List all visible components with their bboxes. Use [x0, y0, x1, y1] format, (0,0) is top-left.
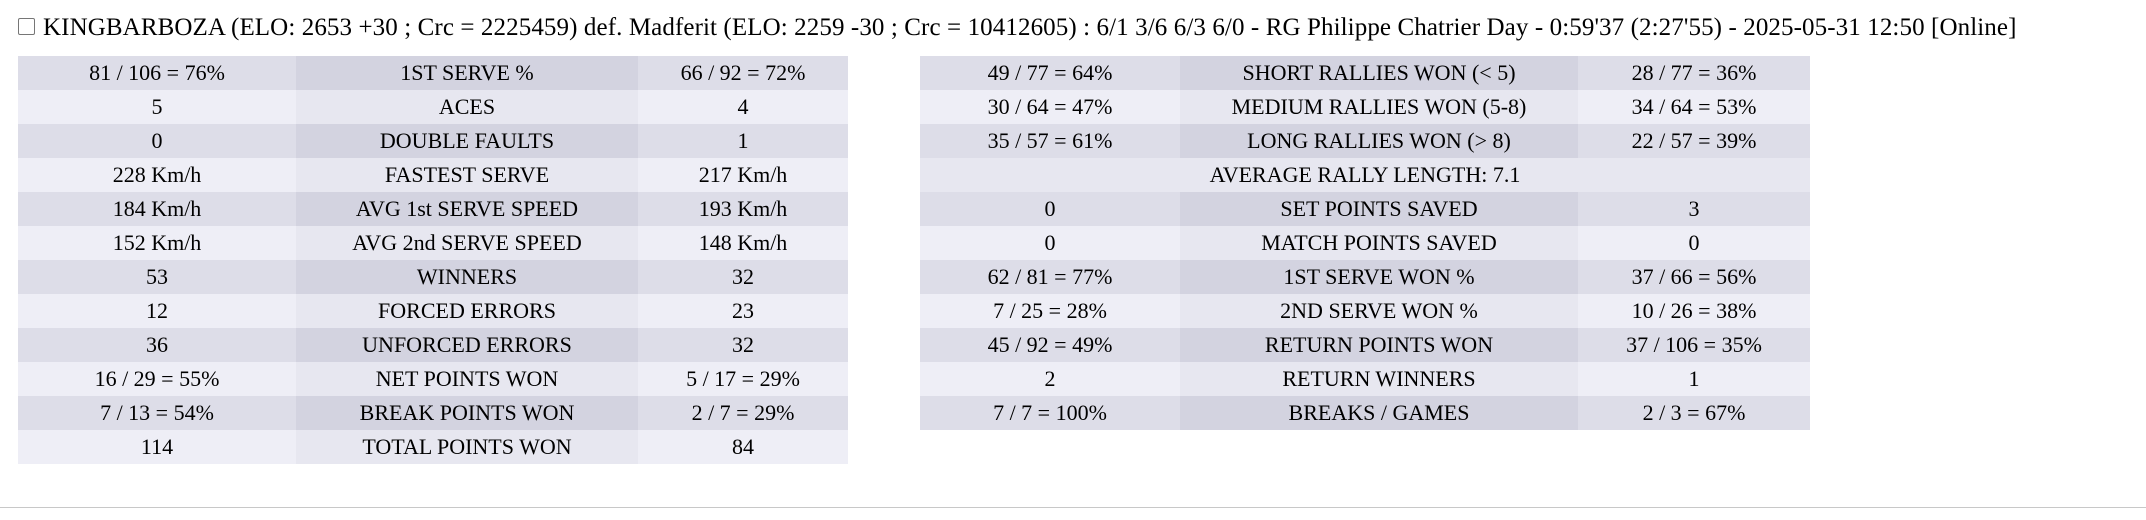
left_table-row-7-player2-value: 23 — [638, 294, 848, 328]
left_table-row-6-player2-value: 32 — [638, 260, 848, 294]
right_table-row-4-player1-value: 0 — [920, 192, 1180, 226]
table-row — [18, 192, 848, 226]
left_table-row-6-player1-value: 53 — [18, 260, 296, 294]
left_table-row-9-player2-value: 5 / 17 = 29% — [638, 362, 848, 396]
left_table-row-2-label: DOUBLE FAULTS — [296, 124, 638, 158]
table-row — [18, 226, 848, 260]
right_table-row-6-player2-value: 37 / 66 = 56% — [1578, 260, 1810, 294]
left_table-row-3-player2-value: 217 Km/h — [638, 158, 848, 192]
footer-divider — [0, 507, 2146, 508]
table-row — [18, 294, 848, 328]
left_table-row-8-player2-value: 32 — [638, 328, 848, 362]
right_table-row-6-label: 1ST SERVE WON % — [1180, 260, 1578, 294]
right_table-row-10-label: BREAKS / GAMES — [1180, 396, 1578, 430]
left_table-row-9-label: NET POINTS WON — [296, 362, 638, 396]
right_table-row-9-player1-value: 2 — [920, 362, 1180, 396]
table-row — [18, 328, 848, 362]
left_table-row-8-label: UNFORCED ERRORS — [296, 328, 638, 362]
right_table-row-0-player1-value: 49 / 77 = 64% — [920, 56, 1180, 90]
serve-stats-table — [18, 56, 848, 464]
left_table-row-2-player2-value: 1 — [638, 124, 848, 158]
table-row — [920, 328, 1810, 362]
left_table-row-1-label: ACES — [296, 90, 638, 124]
match-summary-title: KINGBARBOZA (ELO: 2653 +30 ; Crc = 2225459) def. Madferit (ELO: 2259 -30 ; Crc = 10412605) : 6/1 3/6 6/3 6/0 - RG Philippe Chatrier Day - 0:59'37 (2:27'55) - 2025-05-31 12:50 [Online] — [43, 14, 2017, 41]
table-row — [920, 90, 1810, 124]
right_table-row-5-label: MATCH POINTS SAVED — [1180, 226, 1578, 260]
right_table-row-2-label: LONG RALLIES WON (> 8) — [1180, 124, 1578, 158]
left_table-row-8-player1-value: 36 — [18, 328, 296, 362]
right_table-row-1-label: MEDIUM RALLIES WON (5-8) — [1180, 90, 1578, 124]
rally-stats-body — [920, 56, 1810, 430]
left_table-row-4-label: AVG 1st SERVE SPEED — [296, 192, 638, 226]
left_table-row-0-player2-value: 66 / 92 = 72% — [638, 56, 848, 90]
left_table-row-3-label: FASTEST SERVE — [296, 158, 638, 192]
left_table-row-3-player1-value: 228 Km/h — [18, 158, 296, 192]
match-header — [0, 0, 2146, 42]
left_table-row-11-player2-value: 84 — [638, 430, 848, 464]
table-row — [18, 158, 848, 192]
right_table-row-0-label: SHORT RALLIES WON (< 5) — [1180, 56, 1578, 90]
right_table-row-10-player2-value: 2 / 3 = 67% — [1578, 396, 1810, 430]
left_table-row-10-player2-value: 2 / 7 = 29% — [638, 396, 848, 430]
right_table-row-2-player2-value: 22 / 57 = 39% — [1578, 124, 1810, 158]
table-row — [920, 124, 1810, 158]
left_table-row-10-player1-value: 7 / 13 = 54% — [18, 396, 296, 430]
right_table-row-4-player2-value: 3 — [1578, 192, 1810, 226]
right_table-row-7-player1-value: 7 / 25 = 28% — [920, 294, 1180, 328]
left_table-row-10-label: BREAK POINTS WON — [296, 396, 638, 430]
table-row — [920, 362, 1810, 396]
left_table-row-1-player2-value: 4 — [638, 90, 848, 124]
table-row — [18, 124, 848, 158]
right_table-row-8-label: RETURN POINTS WON — [1180, 328, 1578, 362]
left_table-row-11-label: TOTAL POINTS WON — [296, 430, 638, 464]
table-row — [18, 56, 848, 90]
right_table-row-2-player1-value: 35 / 57 = 61% — [920, 124, 1180, 158]
right_table-row-10-player1-value: 7 / 7 = 100% — [920, 396, 1180, 430]
table-row — [18, 260, 848, 294]
left_table-row-0-label: 1ST SERVE % — [296, 56, 638, 90]
right_table-row-3-label: AVERAGE RALLY LENGTH: 7.1 — [920, 158, 1810, 192]
left_table-row-5-player2-value: 148 Km/h — [638, 226, 848, 260]
right_table-row-4-label: SET POINTS SAVED — [1180, 192, 1578, 226]
right_table-row-7-label: 2ND SERVE WON % — [1180, 294, 1578, 328]
right_table-row-7-player2-value: 10 / 26 = 38% — [1578, 294, 1810, 328]
match-select-checkbox[interactable] — [18, 18, 35, 35]
left_table-row-4-player1-value: 184 Km/h — [18, 192, 296, 226]
right_table-row-1-player2-value: 34 / 64 = 53% — [1578, 90, 1810, 124]
left_table-row-5-player1-value: 152 Km/h — [18, 226, 296, 260]
right_table-row-5-player2-value: 0 — [1578, 226, 1810, 260]
table-row — [18, 90, 848, 124]
left_table-row-4-player2-value: 193 Km/h — [638, 192, 848, 226]
left_table-row-2-player1-value: 0 — [18, 124, 296, 158]
left_table-row-5-label: AVG 2nd SERVE SPEED — [296, 226, 638, 260]
left_table-row-1-player1-value: 5 — [18, 90, 296, 124]
right_table-row-6-player1-value: 62 / 81 = 77% — [920, 260, 1180, 294]
table-row — [920, 260, 1810, 294]
right_table-row-9-player2-value: 1 — [1578, 362, 1810, 396]
left_table-row-11-player1-value: 114 — [18, 430, 296, 464]
table-row — [920, 294, 1810, 328]
table-row — [18, 362, 848, 396]
right_table-row-0-player2-value: 28 / 77 = 36% — [1578, 56, 1810, 90]
table-row — [920, 226, 1810, 260]
right_table-row-1-player1-value: 30 / 64 = 47% — [920, 90, 1180, 124]
table-row — [920, 56, 1810, 90]
left_table-row-0-player1-value: 81 / 106 = 76% — [18, 56, 296, 90]
stats-tables — [0, 56, 2146, 464]
right_table-row-9-label: RETURN WINNERS — [1180, 362, 1578, 396]
left_table-row-6-label: WINNERS — [296, 260, 638, 294]
left_table-row-7-player1-value: 12 — [18, 294, 296, 328]
table-row — [18, 396, 848, 430]
left_table-row-7-label: FORCED ERRORS — [296, 294, 638, 328]
serve-stats-body — [18, 56, 848, 464]
right_table-row-8-player2-value: 37 / 106 = 35% — [1578, 328, 1810, 362]
table-row — [920, 396, 1810, 430]
table-row — [920, 192, 1810, 226]
right_table-row-8-player1-value: 45 / 92 = 49% — [920, 328, 1180, 362]
right_table-row-5-player1-value: 0 — [920, 226, 1180, 260]
table-row — [18, 430, 848, 464]
left_table-row-9-player1-value: 16 / 29 = 55% — [18, 362, 296, 396]
table-row — [920, 158, 1810, 192]
rally-stats-table — [920, 56, 1810, 430]
